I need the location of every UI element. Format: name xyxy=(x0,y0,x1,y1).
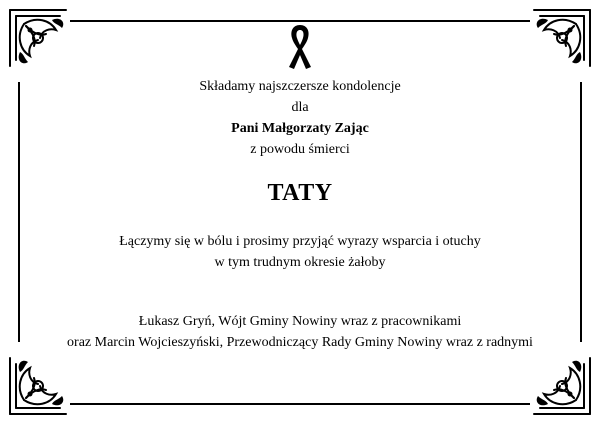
ornamental-corner-icon xyxy=(6,354,70,418)
signature-line-2: oraz Marcin Wojcieszyński, Przewodniczący Rady Gminy Nowiny wraz z radnymi xyxy=(67,335,533,350)
corner-top-left-icon xyxy=(6,6,70,70)
ornamental-corner-icon xyxy=(530,6,594,70)
message-line-2: w tym trudnym okresie żałoby xyxy=(214,255,386,270)
reason-line: z powodu śmierci xyxy=(250,142,350,157)
corner-bottom-right-icon xyxy=(530,354,594,418)
recipient-name: Pani Małgorzaty Zając xyxy=(231,121,369,136)
ornamental-corner-icon xyxy=(6,6,70,70)
signature-line-1: Łukasz Gryń, Wójt Gminy Nowiny wraz z pracownikami xyxy=(138,314,462,329)
dla-line: dla xyxy=(291,100,309,115)
border-bottom xyxy=(70,403,530,405)
message-line-1: Łączymy się w bólu i prosimy przyjąć wyrazy wsparcia i otuchy xyxy=(119,234,481,249)
condolence-intro: Składamy najszczersze kondolencje xyxy=(199,79,401,94)
mourning-ribbon-icon xyxy=(287,25,313,69)
deceased-title: TATY xyxy=(267,180,333,206)
corner-top-right-icon xyxy=(530,6,594,70)
border-top xyxy=(70,20,530,22)
ornamental-corner-icon xyxy=(530,354,594,418)
corner-bottom-left-icon xyxy=(6,354,70,418)
